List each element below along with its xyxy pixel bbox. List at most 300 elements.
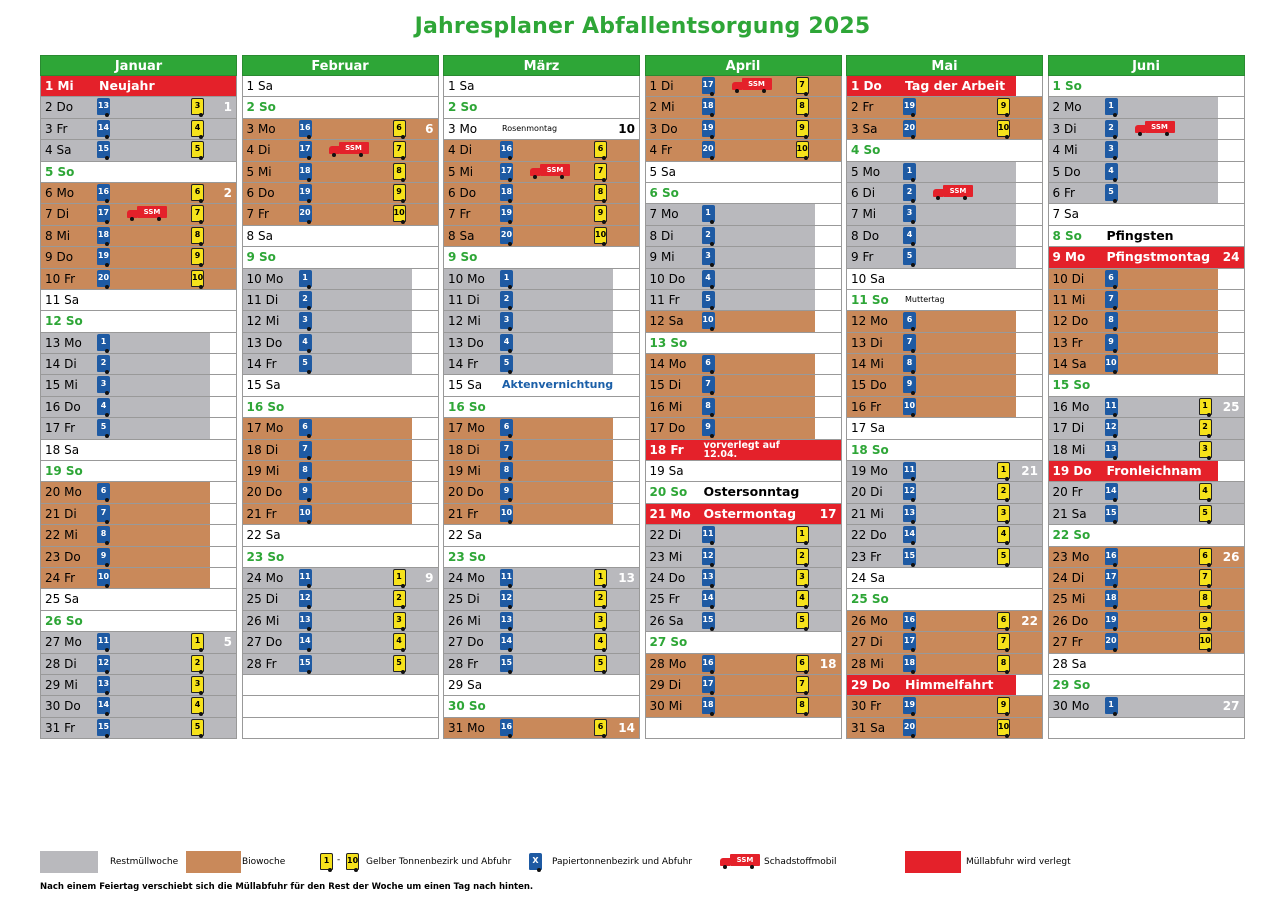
paper-bin-icon: 10 — [97, 569, 110, 586]
week-strip — [210, 397, 236, 417]
week-strip — [210, 504, 236, 524]
day-row — [1048, 418, 1245, 439]
paper-bin-icon: 4 — [702, 270, 715, 287]
day-label: 6 Di — [851, 185, 876, 200]
paper-bin-icon: 11 — [1105, 398, 1118, 415]
day-row — [443, 525, 640, 546]
yellow-bin-icon: 8 — [796, 697, 809, 714]
yellow-bin-icon: 6 — [393, 120, 406, 137]
day-label: 28 Di — [45, 656, 77, 671]
paper-bin-icon: 17 — [903, 633, 916, 650]
paper-bin-icon: 3 — [1105, 141, 1118, 158]
week-strip — [1218, 333, 1244, 353]
day-row — [443, 119, 640, 140]
paper-bin-icon: 15 — [97, 141, 110, 158]
day-row — [1048, 269, 1245, 290]
week-number: 21 — [1021, 464, 1038, 479]
yellow-bin-icon: 4 — [997, 526, 1010, 543]
ssm-truck-icon: SSM — [732, 78, 772, 93]
day-label: 10 Di — [1052, 271, 1085, 286]
week-strip — [1016, 354, 1042, 374]
yellow-bin-icon: 6 — [997, 612, 1010, 629]
paper-bin-icon: 17 — [500, 163, 513, 180]
week-strip — [1218, 290, 1244, 310]
day-label: 20 Do — [246, 485, 283, 500]
paper-bin-icon: 10 — [299, 505, 312, 522]
week-strip — [613, 311, 639, 331]
paper-bin-icon: 16 — [903, 612, 916, 629]
paper-bin-icon: 14 — [1105, 483, 1118, 500]
day-row — [645, 247, 842, 268]
paper-bin-icon: 18 — [702, 98, 715, 115]
yellow-bin-icon: 6 — [594, 719, 607, 736]
day-label: 2 So — [246, 100, 276, 115]
yellow-bin-icon: 9 — [393, 184, 406, 201]
day-label: 15 Sa — [246, 378, 281, 393]
day-row — [242, 162, 439, 183]
day-label: 14 Fr — [448, 357, 479, 372]
week-strip — [1016, 204, 1042, 224]
day-note: Aktenvernichtung — [502, 378, 614, 392]
paper-bin-icon: 20 — [299, 205, 312, 222]
day-label: 8 Sa — [246, 228, 273, 243]
day-row — [846, 397, 1043, 418]
paper-bin-icon: 1 — [903, 163, 916, 180]
day-label: 17 Fr — [45, 421, 76, 436]
day-row — [242, 547, 439, 568]
day-row — [645, 504, 842, 525]
week-strip — [613, 482, 639, 502]
yellow-bin-icon: 7 — [796, 676, 809, 693]
week-strip — [815, 397, 841, 417]
week-number: 22 — [1021, 613, 1038, 628]
paper-bin-icon: 11 — [702, 526, 715, 543]
paper-bin-icon: 16 — [97, 184, 110, 201]
ssm-truck-icon: SSM — [329, 142, 369, 157]
day-row — [242, 397, 439, 418]
day-label: 18 Fr — [649, 442, 684, 457]
paper-bin-icon: 1 — [1105, 98, 1118, 115]
day-label: 9 Mi — [649, 250, 675, 265]
day-row — [242, 611, 439, 632]
paper-bin-icon: 11 — [97, 633, 110, 650]
ssm-truck-icon: SSM — [530, 164, 570, 179]
ssm-truck-icon: SSM — [127, 206, 167, 221]
day-label: 26 Mi — [448, 613, 481, 628]
day-label: 30 So — [448, 699, 486, 714]
day-row — [443, 183, 640, 204]
day-label: 30 Mo — [1052, 699, 1090, 714]
day-label: 20 Di — [851, 485, 883, 500]
day-label: 21 Mo — [649, 506, 691, 521]
legend-moved-label: Müllabfuhr wird verlegt — [966, 857, 1071, 867]
paper-bin-icon: 2 — [97, 355, 110, 372]
day-label: 23 Mo — [1052, 549, 1090, 564]
day-row — [846, 440, 1043, 461]
day-row — [1048, 290, 1245, 311]
paper-bin-icon: 11 — [903, 462, 916, 479]
day-row — [645, 718, 842, 739]
paper-bin-icon: 5 — [500, 355, 513, 372]
day-row — [645, 375, 842, 396]
day-row — [846, 354, 1043, 375]
day-label: 15 Di — [649, 378, 682, 393]
day-label: 8 Mi — [45, 228, 71, 243]
paper-bin-icon: 3 — [500, 312, 513, 329]
day-label: 26 Sa — [649, 613, 684, 628]
day-row — [242, 226, 439, 247]
day-row — [846, 525, 1043, 546]
day-label: 22 So — [1052, 528, 1091, 543]
yellow-bin-icon: 3 — [191, 98, 204, 115]
paper-bin-icon: 12 — [299, 590, 312, 607]
paper-bin-icon: 1 — [97, 334, 110, 351]
day-label: 24 Di — [1052, 570, 1085, 585]
day-row — [242, 333, 439, 354]
week-number: 19 — [1021, 164, 1038, 179]
day-label: 30 Mi — [649, 699, 683, 714]
paper-bin-icon: 6 — [299, 419, 312, 436]
day-row — [443, 440, 640, 461]
day-label: 15 Sa — [448, 378, 483, 393]
week-strip — [815, 311, 841, 331]
yellow-bin-icon: 6 — [1199, 548, 1212, 565]
day-row — [846, 461, 1043, 482]
yellow-bin-icon: 7 — [997, 633, 1010, 650]
paper-bin-icon: 11 — [500, 569, 513, 586]
paper-bin-icon: 7 — [903, 334, 916, 351]
yellow-bin-icon: 7 — [796, 77, 809, 94]
day-row — [1048, 547, 1245, 568]
day-label: 3 Do — [649, 121, 678, 136]
week-strip — [1016, 183, 1042, 203]
paper-bin-icon: 16 — [500, 141, 513, 158]
day-row — [645, 611, 842, 632]
day-row — [40, 589, 237, 610]
paper-bin-icon: 12 — [97, 655, 110, 672]
week-number: 10 — [618, 121, 635, 136]
paper-bin-icon: 8 — [299, 462, 312, 479]
day-row — [40, 375, 237, 396]
yellow-bin-icon: 3 — [594, 612, 607, 629]
week-strip — [412, 333, 438, 353]
day-row — [846, 632, 1043, 653]
day-row — [1048, 675, 1245, 696]
paper-bin-icon: 8 — [903, 355, 916, 372]
day-label: 9 So — [448, 250, 478, 265]
day-label: 17 Mo — [246, 421, 284, 436]
week-strip — [613, 290, 639, 310]
paper-bin-icon: 1 — [500, 270, 513, 287]
day-label: 6 Fr — [1052, 185, 1075, 200]
day-row — [443, 269, 640, 290]
day-row — [1048, 97, 1245, 118]
week-number: 25 — [1222, 399, 1240, 414]
yellow-bin-icon: 10 — [997, 719, 1010, 736]
day-row — [645, 140, 842, 161]
day-row — [645, 397, 842, 418]
day-row — [242, 632, 439, 653]
day-label: 15 Mi — [45, 378, 78, 393]
day-label: 22 Do — [851, 528, 887, 543]
yellow-bin-icon: 3 — [997, 505, 1010, 522]
day-row — [645, 269, 842, 290]
paper-bin-icon: 6 — [903, 312, 916, 329]
paper-bin-icon: 12 — [702, 548, 715, 565]
paper-bin-icon: 16 — [500, 719, 513, 736]
week-strip — [1016, 76, 1042, 96]
week-strip — [815, 269, 841, 289]
week-number: 3 — [223, 335, 232, 350]
week-strip — [1218, 119, 1244, 139]
day-label: 19 Sa — [649, 464, 684, 479]
paper-bin-icon: 13 — [500, 612, 513, 629]
day-label: 2 Mi — [649, 100, 675, 115]
paper-bin-icon: 20 — [903, 120, 916, 137]
month-header: Juni — [1048, 55, 1245, 76]
day-row — [40, 76, 237, 97]
yellow-bin-icon: 10 — [191, 270, 204, 287]
paper-bin-icon: 2 — [500, 291, 513, 308]
yellow-bin-icon: 5 — [191, 719, 204, 736]
week-strip — [1218, 140, 1244, 160]
day-row — [846, 333, 1043, 354]
day-row — [40, 183, 237, 204]
week-strip — [412, 354, 438, 374]
day-row — [645, 119, 842, 140]
day-label: 22 Sa — [246, 528, 281, 543]
week-number: 1 — [223, 100, 232, 115]
legend-rest-swatch — [40, 851, 98, 873]
yellow-bin-icon: 9 — [997, 98, 1010, 115]
day-label: 3 Mo — [448, 121, 478, 136]
yellow-bin-icon: 7 — [594, 163, 607, 180]
week-strip — [815, 226, 841, 246]
day-label: 20 Fr — [1052, 485, 1083, 500]
week-strip — [1218, 461, 1244, 481]
paper-bin-icon: 2 — [299, 291, 312, 308]
paper-bin-icon: 7 — [299, 441, 312, 458]
paper-bin-icon: 5 — [97, 419, 110, 436]
legend-rest-label: Restmüllwoche — [110, 857, 179, 867]
day-label: 31 Mo — [448, 720, 485, 735]
paper-bin-icon: 20 — [500, 227, 513, 244]
day-label: 6 So — [649, 185, 679, 200]
paper-bin-icon: 10 — [903, 398, 916, 415]
day-row — [1048, 119, 1245, 140]
day-label: 30 Do — [45, 699, 81, 714]
day-label: 27 Fr — [1052, 635, 1083, 650]
day-label: 14 Sa — [1052, 357, 1087, 372]
day-row — [242, 504, 439, 525]
week-number: 20 — [1021, 314, 1038, 329]
paper-bin-icon: 10 — [702, 312, 715, 329]
legend-paper-label: Papiertonnenbezirk und Abfuhr — [552, 857, 693, 867]
day-row — [443, 547, 640, 568]
paper-bin-icon: 2 — [1105, 120, 1118, 137]
month-column — [443, 55, 640, 739]
yellow-bin-icon: 8 — [997, 655, 1010, 672]
day-row — [40, 654, 237, 675]
day-label: 7 Mo — [649, 207, 679, 222]
day-label: 3 Mo — [246, 121, 276, 136]
day-row — [846, 226, 1043, 247]
day-note: vorverlegt auf 12.04. — [703, 439, 780, 460]
day-label: 4 Di — [246, 143, 271, 158]
day-row — [443, 354, 640, 375]
week-number: 17 — [819, 506, 837, 521]
day-row — [242, 525, 439, 546]
week-number: 18 — [819, 656, 837, 671]
paper-bin-icon: 15 — [97, 719, 110, 736]
day-row — [846, 589, 1043, 610]
day-label: 15 Do — [851, 378, 887, 393]
day-row — [1048, 482, 1245, 503]
yellow-bin-icon: 5 — [997, 548, 1010, 565]
day-row — [443, 397, 640, 418]
month-header: März — [443, 55, 640, 76]
paper-bin-icon: 19 — [702, 120, 715, 137]
day-label: 5 Mi — [448, 164, 474, 179]
yellow-bin-icon: 3 — [191, 676, 204, 693]
yellow-bin-icon: 8 — [796, 98, 809, 115]
day-row — [1048, 247, 1245, 268]
day-row — [242, 204, 439, 225]
day-row — [242, 675, 439, 696]
day-label: 26 Do — [1052, 613, 1089, 628]
week-number: 5 — [223, 635, 232, 650]
paper-bin-icon: 18 — [903, 655, 916, 672]
paper-bin-icon: 9 — [903, 376, 916, 393]
yellow-bin-icon: 3 — [1199, 441, 1212, 458]
day-label: 11 Fr — [649, 292, 680, 307]
day-label: 8 Sa — [448, 228, 475, 243]
day-row — [242, 482, 439, 503]
paper-bin-icon: 15 — [1105, 505, 1118, 522]
day-label: 13 Fr — [1052, 335, 1083, 350]
day-row — [1048, 333, 1245, 354]
month-column — [1048, 55, 1245, 739]
day-row — [40, 290, 237, 311]
day-row — [1048, 76, 1245, 97]
paper-bin-icon: 13 — [702, 569, 715, 586]
day-label: 22 Mi — [45, 528, 78, 543]
day-label: 10 Fr — [45, 271, 76, 286]
day-label: 1 Di — [649, 79, 674, 93]
paper-bin-icon: 6 — [500, 419, 513, 436]
paper-bin-icon: 17 — [702, 77, 715, 94]
day-label: 31 Fr — [45, 720, 76, 735]
day-row — [1048, 440, 1245, 461]
month-header: Februar — [242, 55, 439, 76]
day-label: 4 Sa — [45, 143, 72, 158]
paper-bin-icon: 8 — [500, 462, 513, 479]
day-row — [846, 504, 1043, 525]
week-strip — [1016, 675, 1042, 695]
week-strip — [210, 375, 236, 395]
day-row — [645, 675, 842, 696]
yellow-bin-icon: 8 — [1199, 590, 1212, 607]
day-label: 11 Mi — [1052, 292, 1086, 307]
day-note: Rosenmontag — [502, 123, 558, 133]
day-row — [40, 119, 237, 140]
day-row — [40, 440, 237, 461]
day-row — [40, 354, 237, 375]
week-strip — [1218, 354, 1244, 374]
day-label: 16 Do — [45, 399, 81, 414]
day-label: 27 Do — [246, 635, 283, 650]
week-strip — [613, 354, 639, 374]
day-row — [443, 504, 640, 525]
yellow-bin-icon: 6 — [796, 655, 809, 672]
paper-bin-icon: 15 — [500, 655, 513, 672]
day-label: 2 Fr — [851, 100, 874, 115]
paper-bin-icon: 3 — [299, 312, 312, 329]
day-label: 18 So — [851, 442, 889, 457]
day-row — [443, 290, 640, 311]
yellow-bin-icon: 1 — [191, 633, 204, 650]
paper-bin-icon: 10 — [1105, 355, 1118, 372]
week-number: 7 — [425, 271, 434, 286]
paper-bin-icon: 5 — [1105, 184, 1118, 201]
paper-bin-icon: 16 — [702, 655, 715, 672]
day-label: 13 So — [649, 335, 688, 350]
day-row — [846, 162, 1043, 183]
day-row — [40, 482, 237, 503]
day-row — [242, 311, 439, 332]
day-row — [846, 204, 1043, 225]
yellow-bin-icon: 2 — [997, 483, 1010, 500]
day-label: 25 Di — [246, 592, 279, 607]
day-row — [40, 311, 237, 332]
day-row — [645, 482, 842, 503]
day-label: 24 Sa — [851, 570, 886, 585]
day-label: 20 So — [649, 485, 688, 500]
day-label: 12 So — [45, 314, 83, 329]
day-label: 5 Mo — [851, 164, 881, 179]
day-label: 7 Mi — [851, 207, 877, 222]
day-label: 9 Mo — [1052, 250, 1086, 265]
ssm-truck-icon: SSM — [1135, 121, 1175, 136]
day-label: 13 Di — [851, 335, 883, 350]
paper-bin-icon: 20 — [1105, 633, 1118, 650]
day-label: 14 Mo — [649, 357, 687, 372]
day-label: 17 Sa — [851, 421, 886, 436]
day-row — [1048, 525, 1245, 546]
yellow-bin-icon: 10 — [393, 205, 406, 222]
ssm-truck-icon: SSM — [933, 185, 973, 200]
paper-bin-icon: 7 — [97, 505, 110, 522]
day-row — [1048, 183, 1245, 204]
paper-bin-icon: 1 — [1105, 697, 1118, 714]
day-row — [645, 333, 842, 354]
legend-yellow-label: Gelber Tonnenbezirk und Abfuhr — [366, 857, 512, 867]
day-row — [846, 654, 1043, 675]
day-row — [846, 696, 1043, 717]
day-row — [40, 568, 237, 589]
day-label: 16 Mo — [1052, 399, 1090, 414]
paper-bin-icon: 8 — [97, 526, 110, 543]
day-label: 24 Mo — [246, 570, 284, 585]
legend-yellow-bin-icon: 10 — [346, 853, 359, 870]
day-row — [40, 226, 237, 247]
day-row — [40, 333, 237, 354]
day-label: 13 Do — [246, 335, 283, 350]
month-column — [40, 55, 237, 739]
paper-bin-icon: 20 — [903, 719, 916, 736]
day-label: 29 Di — [649, 677, 682, 692]
yellow-bin-icon: 1 — [594, 569, 607, 586]
